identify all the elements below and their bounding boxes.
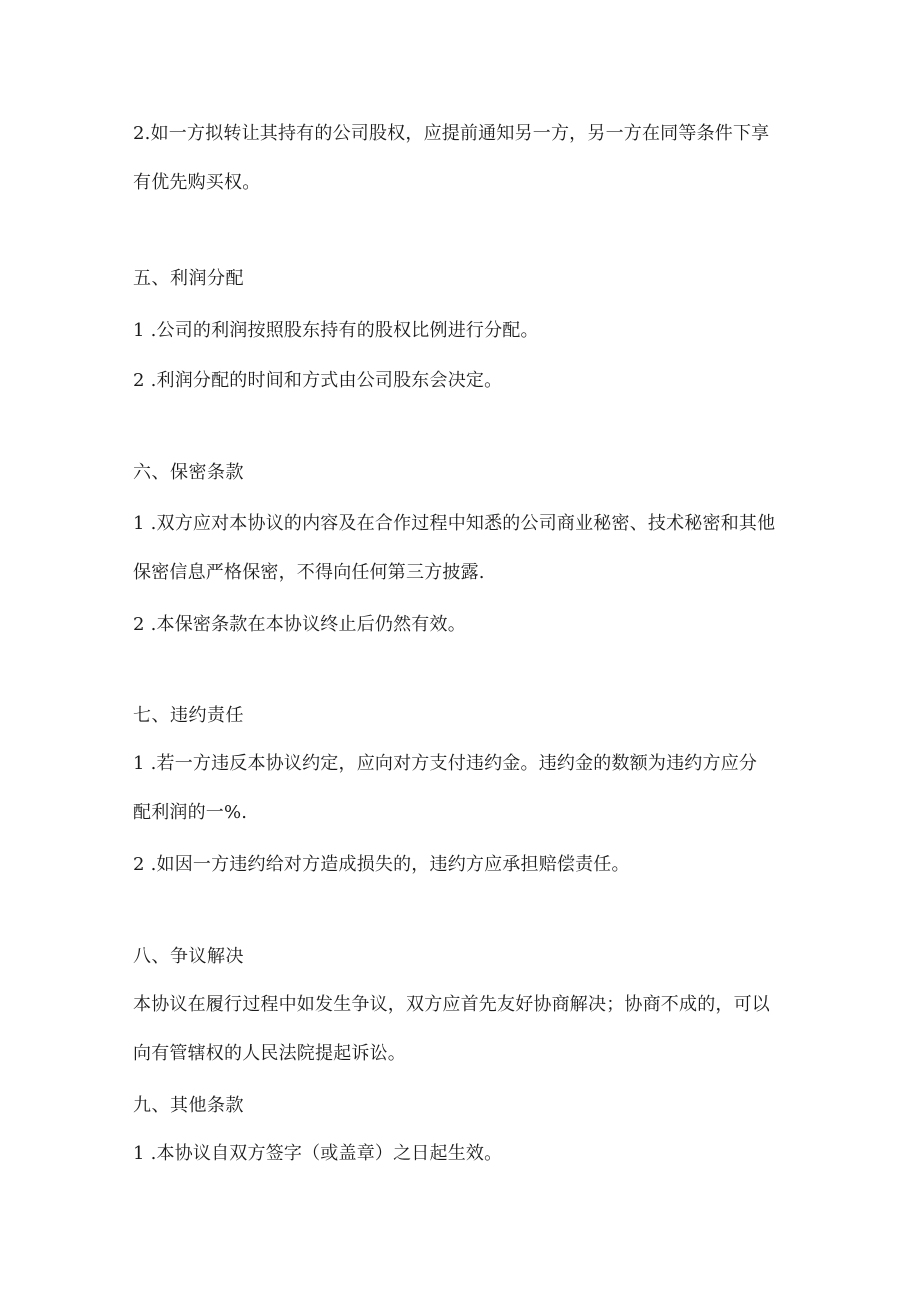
section6-item1-line1: 1 .双方应对本协议的内容及在合作过程中知悉的公司商业秘密、技术秘密和其他	[133, 513, 776, 534]
section5-item1: 1 .公司的利润按照股东持有的股权比例进行分配。	[133, 320, 539, 341]
section7-heading: 七、违约责任	[133, 705, 244, 726]
section6-item2: 2 .本保密条款在本协议终止后仍然有效。	[133, 614, 466, 635]
section7-item2: 2 .如因一方违约给对方造成损失的，违约方应承担赔偿责任。	[133, 854, 630, 875]
section9-heading: 九、其他条款	[133, 1095, 244, 1116]
section8-para-line2: 向有管辖权的人民法院提起诉讼。	[133, 1043, 406, 1064]
section6-heading: 六、保密条款	[133, 462, 244, 483]
section7-item1-line1: 1 .若一方违反本协议约定，应向对方支付违约金。违约金的数额为违约方应分	[133, 753, 758, 774]
section4-item2-line1: 2.如一方拟转让其持有的公司股权，应提前通知另一方，另一方在同等条件下享	[133, 123, 770, 144]
section5-item2: 2 .利润分配的时间和方式由公司股东会决定。	[133, 370, 503, 391]
section9-item1: 1 .本协议自双方签字（或盖章）之日起生效。	[133, 1143, 503, 1164]
section4-item2-line2: 有优先购买权。	[133, 172, 261, 193]
section8-para-line1: 本协议在履行过程中如发生争议，双方应首先友好协商解决；协商不成的，可以	[133, 994, 770, 1015]
section5-heading: 五、利润分配	[133, 268, 244, 289]
section8-heading: 八、争议解决	[133, 946, 244, 967]
section7-item1-line2: 配利润的一%.	[133, 802, 248, 823]
section6-item1-line2: 保密信息严格保密，不得向任何第三方披露.	[133, 562, 485, 583]
